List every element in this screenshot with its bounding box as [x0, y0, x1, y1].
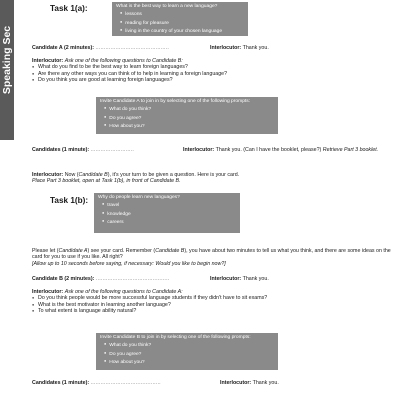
- candidate-a-label: Candidate A (2 minutes):: [32, 45, 94, 51]
- candidates-2-interlocutor: Interlocutor: Thank you.: [220, 380, 279, 386]
- prompt-item: ● What do you think?: [104, 105, 274, 113]
- booklet-instruction: Place Part 3 booklet, open at Task 1(b), in front of Candidate B.: [32, 178, 181, 185]
- candidate-a-dots: ............................................: [95, 45, 170, 51]
- question-item: ● To what extent is language ability natural?: [32, 308, 398, 314]
- prompt-item: ● Do you agree?: [104, 114, 274, 122]
- prompt-box-a: [96, 97, 278, 134]
- task-1b-option: ● knowledge: [102, 210, 236, 218]
- question-item: ● What do you find to be the best way to learn foreign languages?: [32, 64, 392, 70]
- candidates-1-line: Candidates (1 minute): ..........................: [32, 147, 135, 153]
- task-1a-option: ● living in the country of your chosen language: [120, 27, 244, 35]
- task-1a-option: ● lessons: [120, 10, 244, 18]
- candidate-a-interlocutor: Interlocutor: Thank you.: [210, 45, 269, 51]
- task-1b-label: Task 1(b):: [50, 196, 89, 205]
- task-1a-option: ● reading for pleasure: [120, 19, 244, 27]
- task-1b-question: Why do people learn new languages?: [98, 195, 180, 200]
- question-item: ● Do you think people would be more successful language students if they didn't have to sit exams?: [32, 295, 398, 301]
- candidate-b-interlocutor: Interlocutor: Thank you.: [210, 276, 269, 282]
- ask-candidate-a-block: Interlocutor: Ask one of the following questions to Candidate A: ● Do you think people would be more successful language students if they didn't have to sit exams? ● What is the best motivator in learning another language? ● To what extent is language ability natural?: [32, 289, 398, 315]
- interlocutor-label: Interlocutor:: [32, 58, 64, 64]
- task-1a-label: Task 1(a):: [50, 4, 88, 13]
- turn-b-block: Interlocutor: Now (Candidate B), it's your turn to be given a question. Here is your card. Place Part 3 booklet, open at Task 1(b), in front of Candidate B.: [32, 172, 240, 185]
- section-side-tab: [0, 0, 14, 140]
- allow-instruction: [Allow up to 10 seconds before saying, if necessary: Would you like to begin now?]: [32, 260, 226, 267]
- question-item: ● Do you think you are good at learning foreign languages?: [32, 77, 392, 83]
- retrieve-instruction: Retrieve Part 3 booklet.: [322, 147, 379, 153]
- candidates-2-label: Candidates (1 minute):: [32, 380, 90, 386]
- candidates-2-line: Candidates (1 minute): ..........................................: [32, 380, 161, 386]
- candidate-a-line: [32, 45, 169, 51]
- prompt-item: ● Do you agree?: [104, 350, 274, 358]
- question-item: ● What is the best motivator in learning another language?: [32, 302, 398, 308]
- prompt-box-b: [96, 333, 278, 370]
- prompt-box-a-title: Invite Candidate A to join in by selecting one of the following prompts:: [100, 99, 251, 104]
- prompt-item: ● How about you?: [104, 358, 274, 366]
- ask-candidate-b-block: [32, 58, 392, 84]
- task-1b-option: ● careers: [102, 218, 236, 226]
- question-item: ● Are there any other ways you can think of to help in learning a foreign language?: [32, 71, 392, 77]
- please-let-paragraph: Please let (Candidate A) see your card. Remember (Candidate B), you have about two minutes to tell us what you think, and there are some ideas on the card for you to use if you like. All right? [Allow up to 10 seconds before saying, if necessary: Would you like to begin now?]: [32, 248, 391, 267]
- prompt-item: ● How about you?: [104, 122, 274, 130]
- task-1a-question: What is the best way to learn a new language?: [116, 4, 218, 9]
- candidate-b-label: Candidate B (2 minutes):: [32, 276, 95, 282]
- candidates-1-interlocutor: Interlocutor: Thank you. (Can I have the booklet, please?) Retrieve Part 3 booklet.: [183, 147, 379, 153]
- task-1a-card: [112, 2, 248, 36]
- task-1b-option: ● travel: [102, 201, 236, 209]
- prompt-item: ● What do you think?: [104, 341, 274, 349]
- candidates-1-label: Candidates (1 minute):: [32, 147, 90, 153]
- section-title: Speaking Sec: [1, 25, 13, 95]
- task-1b-card: [94, 193, 240, 233]
- candidate-b-line: Candidate B (2 minutes): ............................................: [32, 276, 170, 282]
- instruction-text: Ask one of the following questions to Candidate B:: [64, 58, 183, 64]
- prompt-box-b-title: Invite Candidate B to join in by selecting one of the following prompts:: [100, 335, 251, 340]
